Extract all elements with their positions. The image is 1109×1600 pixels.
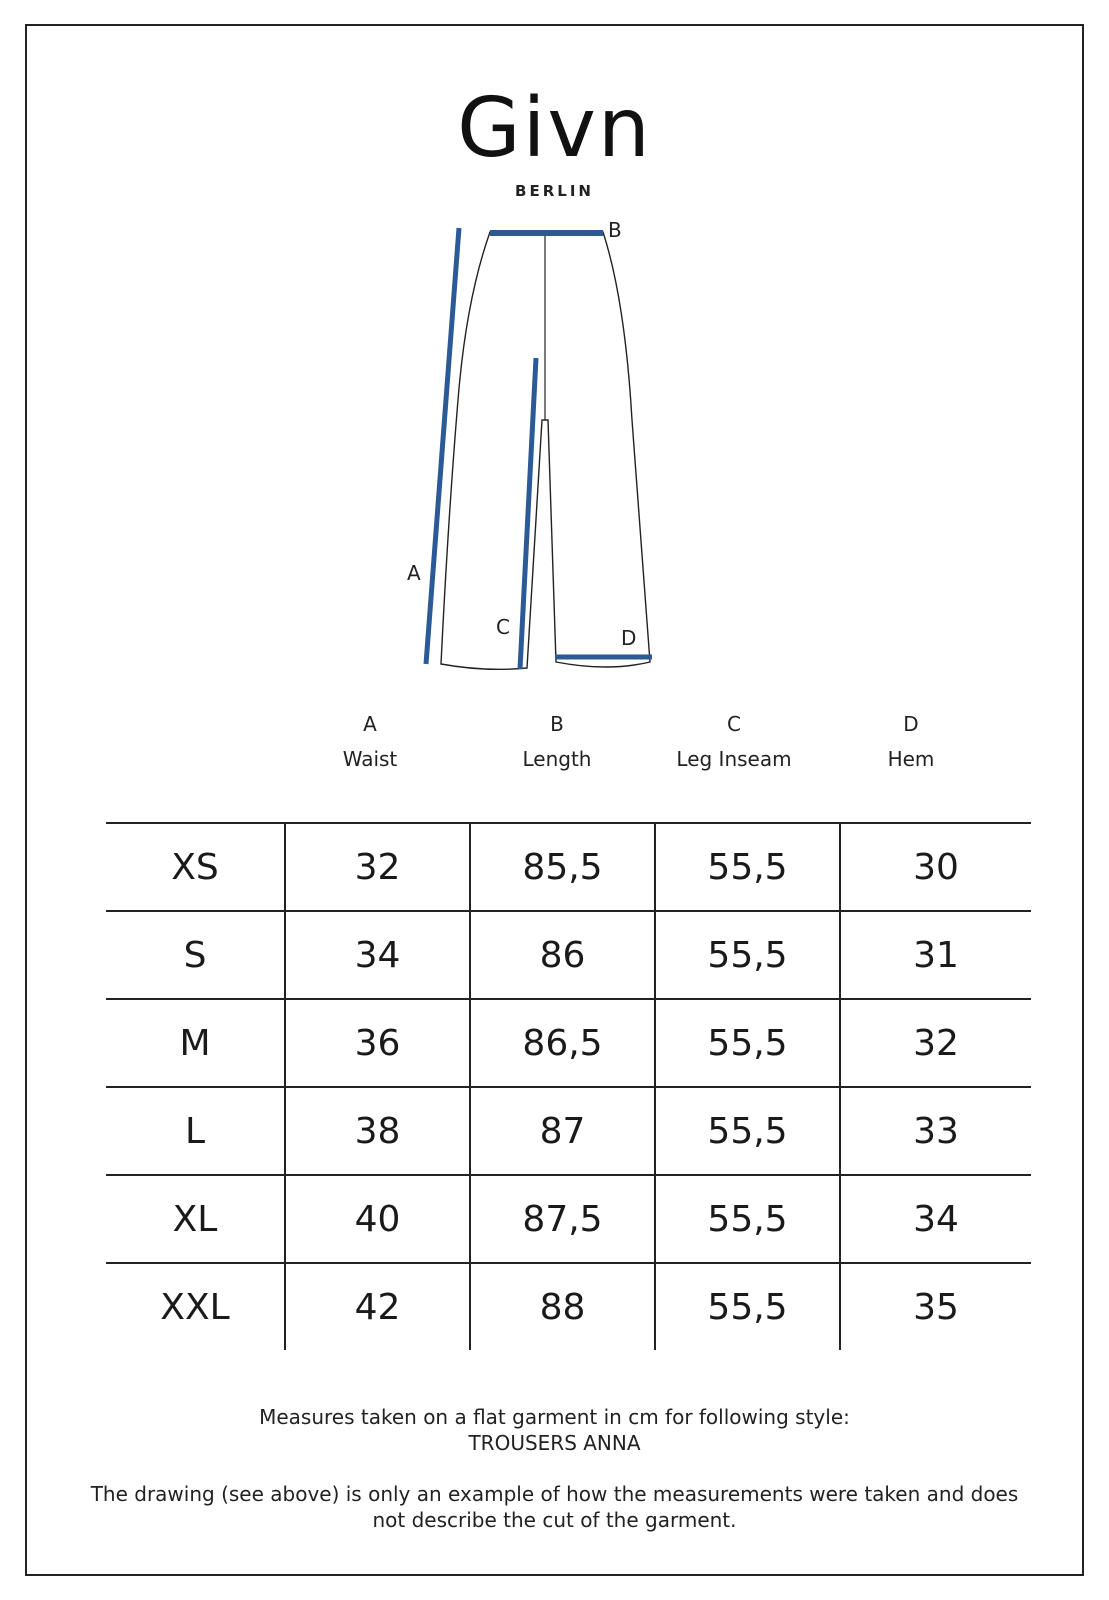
column-name-waist: Waist xyxy=(342,747,398,771)
measures-note-style: TROUSERS ANNA xyxy=(468,1431,641,1455)
hem-value: 30 xyxy=(840,823,1031,911)
column-letter-waist: A xyxy=(363,712,377,736)
size-label: M xyxy=(106,999,285,1087)
waist-value: 34 xyxy=(285,911,470,999)
inseam-value: 55,5 xyxy=(655,1263,840,1350)
size-table xyxy=(106,822,1031,1350)
hem-value: 34 xyxy=(840,1175,1031,1263)
length-value: 87,5 xyxy=(470,1175,655,1263)
trousers-measurement-drawing xyxy=(400,215,680,685)
column-letter-leg-inseam: C xyxy=(727,712,741,736)
waist-value: 32 xyxy=(285,823,470,911)
column-letter-hem: D xyxy=(903,712,919,736)
inseam-value: 55,5 xyxy=(655,823,840,911)
waist-value: 36 xyxy=(285,999,470,1087)
waist-value: 38 xyxy=(285,1087,470,1175)
drawing-label-b: B xyxy=(608,218,622,242)
length-value: 86 xyxy=(470,911,655,999)
waist-value: 40 xyxy=(285,1175,470,1263)
drawing-disclaimer-line2: not describe the cut of the garment. xyxy=(372,1508,737,1532)
hem-value: 31 xyxy=(840,911,1031,999)
brand-city: BERLIN xyxy=(515,182,594,200)
column-letter-length: B xyxy=(550,712,564,736)
length-value: 85,5 xyxy=(470,823,655,911)
table-row xyxy=(106,1175,1031,1263)
column-name-leg-inseam: Leg Inseam xyxy=(676,747,792,771)
table-row xyxy=(106,1263,1031,1350)
inseam-value: 55,5 xyxy=(655,999,840,1087)
measures-note-line1: Measures taken on a flat garment in cm for following style: xyxy=(259,1405,850,1429)
size-label: XS xyxy=(106,823,285,911)
hem-value: 32 xyxy=(840,999,1031,1087)
size-label: S xyxy=(106,911,285,999)
column-name-length: Length xyxy=(522,747,592,771)
length-value: 88 xyxy=(470,1263,655,1350)
length-value: 86,5 xyxy=(470,999,655,1087)
measure-line-c xyxy=(520,358,536,669)
inseam-value: 55,5 xyxy=(655,1175,840,1263)
column-name-hem: Hem xyxy=(887,747,935,771)
table-row xyxy=(106,999,1031,1087)
size-label: L xyxy=(106,1087,285,1175)
length-value: 87 xyxy=(470,1087,655,1175)
table-row xyxy=(106,911,1031,999)
size-label: XXL xyxy=(160,1286,230,1328)
brand-logo: Givn xyxy=(457,81,652,176)
drawing-label-a: A xyxy=(407,561,421,585)
inseam-value: 55,5 xyxy=(655,911,840,999)
hem-value: 35 xyxy=(840,1263,1031,1350)
inseam-value: 55,5 xyxy=(655,1087,840,1175)
drawing-disclaimer-line1: The drawing (see above) is only an example of how the measurements were taken and does xyxy=(90,1482,1019,1506)
drawing-label-c: C xyxy=(496,615,510,639)
waist-value: 42 xyxy=(285,1263,470,1350)
table-row xyxy=(106,1087,1031,1175)
drawing-label-d: D xyxy=(621,626,637,650)
size-label: XL xyxy=(106,1175,285,1263)
hem-value: 33 xyxy=(840,1087,1031,1175)
table-row xyxy=(106,823,1031,911)
